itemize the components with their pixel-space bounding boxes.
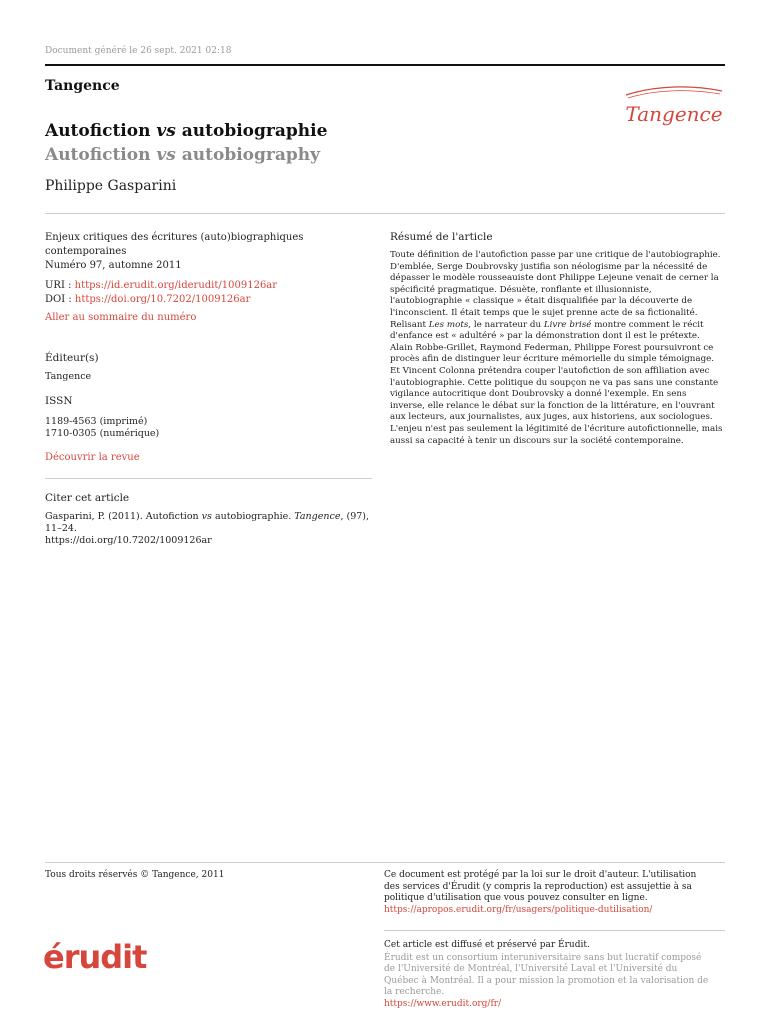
journal-name: Tangence bbox=[45, 78, 120, 94]
policy-link[interactable]: https://apropos.erudit.org/fr/usagers/politique-dutilisation/ bbox=[384, 904, 653, 915]
issn-print: 1189-4563 (imprimé) bbox=[45, 416, 148, 427]
logo-text: Tangence bbox=[625, 102, 723, 126]
footer-divider bbox=[45, 862, 725, 863]
publisher-name: Tangence bbox=[45, 371, 92, 382]
rights-text: Tous droits réservés © Tangence, 2011 bbox=[45, 870, 225, 880]
generation-date: Document généré le 26 sept. 2021 02:18 bbox=[45, 46, 232, 56]
issue-theme: Enjeux critiques des écritures (auto)biographiques contemporaines bbox=[45, 232, 304, 257]
issn-digital: 1710-0305 (numérique) bbox=[45, 428, 160, 439]
top-divider bbox=[45, 64, 725, 66]
cite-heading: Citer cet article bbox=[45, 492, 130, 504]
article-title: Autofiction vs autobiographie bbox=[45, 121, 328, 141]
uri-link[interactable]: https://id.erudit.org/iderudit/1009126ar bbox=[74, 280, 278, 291]
doi-link[interactable]: https://doi.org/10.7202/1009126ar bbox=[74, 294, 251, 305]
erudit-site-link[interactable]: https://www.erudit.org/fr/ bbox=[384, 998, 502, 1009]
consortium-text: Érudit est un consortium interuniversitaire sans but lucratif composé de l'Université de Montréal, l'Université Laval et l'Université du Québec à Montréal. Il a pour mission la promotion et la valorisation de la recherche. bbox=[384, 952, 709, 997]
diffusion-block bbox=[384, 940, 714, 1010]
abstract-heading: Résumé de l'article bbox=[390, 231, 493, 243]
issue-info bbox=[45, 231, 375, 307]
title-divider bbox=[45, 213, 725, 214]
article-author: Philippe Gasparini bbox=[45, 178, 177, 194]
article-subtitle: Autofiction vs autobiography bbox=[45, 145, 320, 165]
discover-journal-link[interactable]: Découvrir la revue bbox=[45, 452, 140, 463]
tangence-logo bbox=[622, 85, 726, 135]
left-divider bbox=[45, 478, 372, 479]
citation-doi: https://doi.org/10.7202/1009126ar bbox=[45, 535, 212, 546]
doi-line: DOI : https://doi.org/10.7202/1009126ar bbox=[45, 294, 251, 305]
copyright-notice: Ce document est protégé par la loi sur le droit d'auteur. L'utilisation des services d'Érudit (y compris la reproduction) est assujettie à sa politique d'utilisation que vous pouvez consulter en ligne. https://apropos.erudit.org/fr/usagers/politique-dutilisation/ bbox=[384, 870, 697, 915]
issue-number: Numéro 97, automne 2011 bbox=[45, 260, 182, 271]
citation-text: Gasparini, P. (2011). Autofiction vs autobiographie. Tangence, (97), 11–24. https://doi.org/10.7202/1009126ar bbox=[45, 511, 370, 546]
uri-line: URI : https://id.erudit.org/iderudit/1009126ar bbox=[45, 280, 278, 291]
diffusion-text: Cet article est diffusé et préservé par Érudit. bbox=[384, 940, 590, 950]
erudit-logo: érudit bbox=[43, 938, 147, 976]
publisher-heading: Éditeur(s) bbox=[45, 352, 99, 364]
issn-heading: ISSN bbox=[45, 395, 73, 407]
toc-link[interactable]: Aller au sommaire du numéro bbox=[45, 312, 197, 323]
footer-divider-right bbox=[384, 930, 725, 931]
abstract-text: Toute définition de l'autofiction passe par une critique de l'autobiographie. D'emblée, Serge Doubrovsky justifia son néologisme par la nécessité de dépasser le modèle rousseauiste dont Philippe Lejeune venait de cerner la spécificité pragmatique. Désuète, ronflante et illusionniste, l'autobiographie « classique » était disqualifiée par la découverte de l'inconscient. Il était temps que le sujet prenne acte de sa fictionalité. Relisant Les mots, le narrateur du Livre brisé montre comment le récit d'enfance est « adultéré » par la démonstration dont il est le prétexte. Alain Robbe-Grillet, Raymond Federman, Philippe Forest poursuivront ce procès afin de distinguer leur écriture mémorielle du simple témoignage. Et Vincent Colonna prétendra couper l'autofiction de son affiliation avec l'autobiographie. Cette politique du soupçon ne va pas sans une constante vigilance autocritique dont Doubrovsky a donné l'exemple. En sens inverse, elle relance le débat sur la fonction de la littérature, en l'ouvrant aux lecteurs, aux journalistes, aux juges, aux historiens, aux sociologues. L'enjeu n'est pas seulement la légitimité de l'écriture autofictionnelle, mais aussi sa capacité à tenir un discours sur la société contemporaine. bbox=[390, 250, 723, 446]
